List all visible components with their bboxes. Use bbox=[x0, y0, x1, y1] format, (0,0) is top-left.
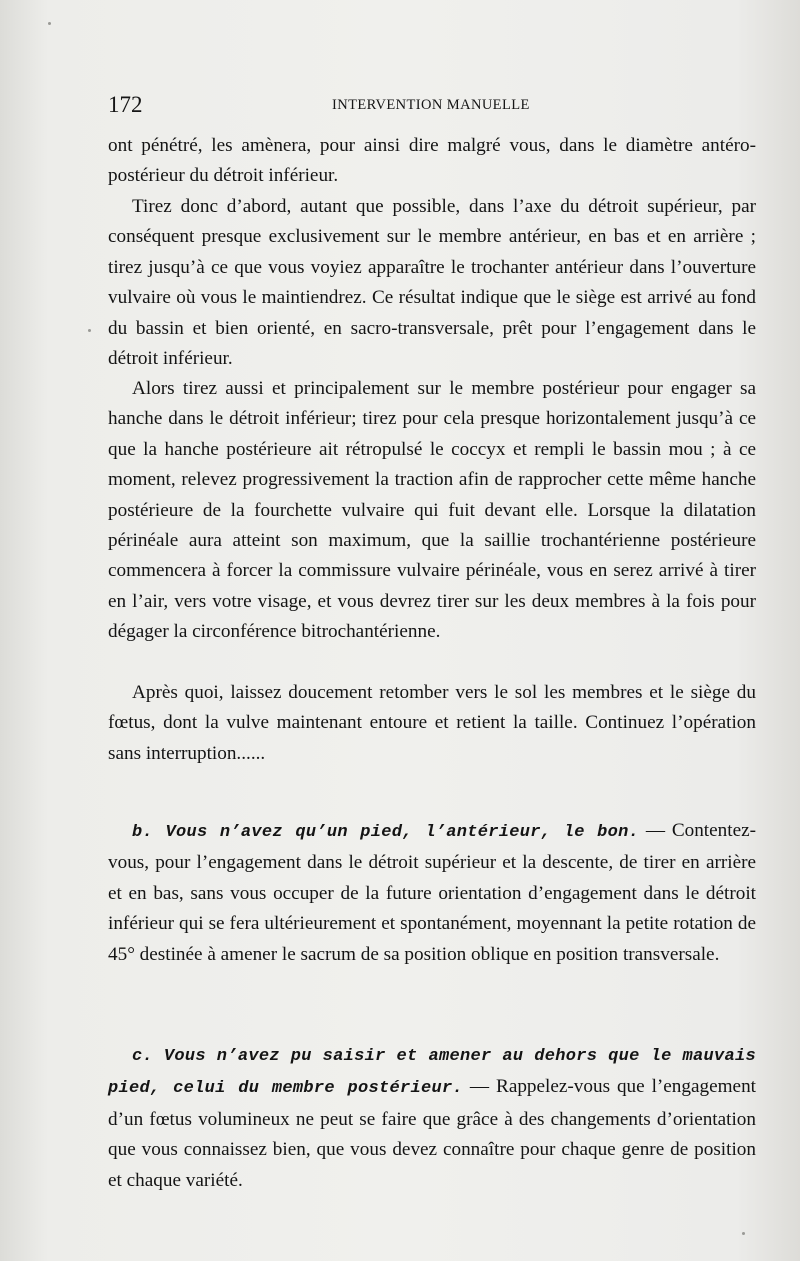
paragraph-apres-quoi: Après quoi, laissez doucement retomber vers le sol les membres et le siège du fœtus, dont la vulve maintenant entoure et retient la taille. Continuez l’opération sans interruption...... bbox=[108, 682, 756, 764]
scan-speck bbox=[88, 329, 91, 332]
page-number: 172 bbox=[108, 92, 143, 117]
paragraph-tirez-donc: Tirez donc d’abord, autant que possible, dans l’axe du détroit supérieur, par conséquent presque exclusivement sur le membre antérieur, en bas et en arrière ; tirez jusqu’à ce que vous voyiez apparaître le trochanter antérieur dans l’ouverture vulvaire où vous le maintiendrez. Ce résultat indique que le siège est arrivé au fond du bassin et bien orienté, en sacro-transversale, prêt pour l’engagement dans le détroit inférieur. bbox=[108, 196, 756, 370]
page-header bbox=[108, 92, 756, 122]
section-b-heading: b. Vous n’avez qu’un pied, l’antérieur, le bon. bbox=[132, 823, 640, 842]
paragraph-continuation: ont pénétré, les amènera, pour ainsi dire malgré vous, dans le diamètre antéro-postérieur du détroit inférieur. bbox=[108, 135, 756, 187]
scan-speck bbox=[742, 1232, 745, 1235]
running-title: INTERVENTION MANUELLE bbox=[332, 97, 530, 113]
scan-speck bbox=[48, 22, 51, 25]
section-c-heading: c. Vous n’avez pu saisir et amener au dehors que le mauvais pied, celui du membre postérieur. bbox=[108, 1047, 756, 1099]
section-c-body: — Rappelez-vous que l’engagement d’un fœtus volumineux ne peut se faire que grâce à des changements d’orientation que vous connaissez bien, que vous devez connaître pour chaque genre de position et chaque variété. bbox=[108, 1076, 756, 1191]
section-c-paragraph bbox=[108, 1040, 756, 1196]
section-b-paragraph bbox=[108, 816, 756, 970]
paragraph-alors-tirez: Alors tirez aussi et principalement sur le membre postérieur pour engager sa hanche dans le détroit inférieur; tirez pour cela presque horizontalement jusqu’à ce que la hanche postérieure ait rétropulsé le coccyx et rempli le bassin mou ; à ce moment, relevez progressivement la traction afin de rapprocher cette même hanche postérieure de la fourchette vulvaire qui fuit devant elle. Lorsque la dilatation périnéale aura atteint son maximum, que la saillie trochantérienne postérieure commencera à forcer la commissure vulvaire périnéale, vous en serez arrivé à tirer en l’air, vers votre visage, et vous devrez tirer sur les deux membres à la fois pour dégager la circonférence bitrochantérienne. bbox=[108, 378, 756, 643]
section-b-body: — Contentez-vous, pour l’engagement dans le détroit supérieur et la descente, de tirer en arrière et en bas, sans vous occuper de la future orientation d’engagement dans le détroit inférieur qui se fera ultérieurement et spontanément, moyennant la petite rotation de 45° destinée à amener le sacrum de sa position oblique en position transversale. bbox=[108, 820, 756, 965]
